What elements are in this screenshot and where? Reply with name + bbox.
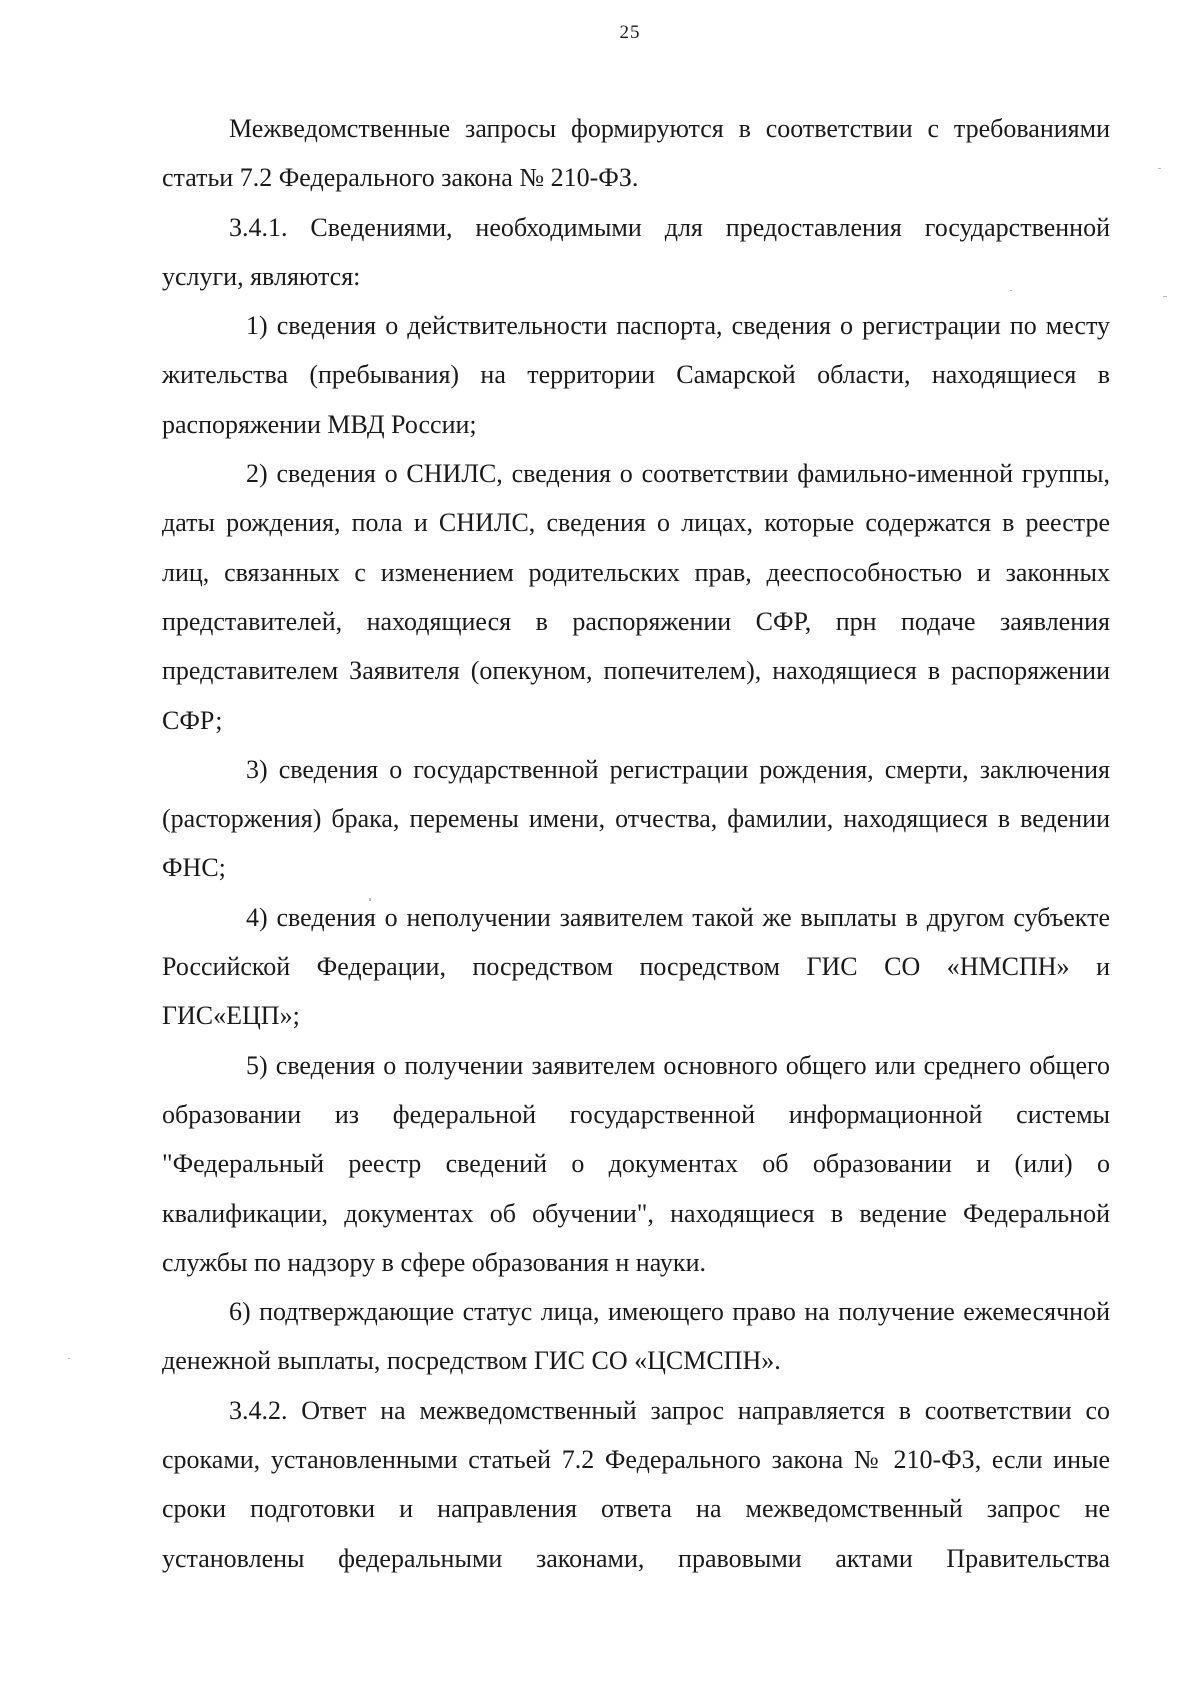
paragraph-interagency-requests: Межведомственные запросы формируются в соответствии с требованиями статьи 7.2 Федерального закона № 210-ФЗ. — [162, 114, 1110, 193]
scan-speck — [1010, 290, 1012, 291]
list-item-4: 4) сведения о неполучении заявителем такой же выплаты в другом субъекте Российской Федерации, посредством посредством ГИС СО «НМСПН» и ГИС«ЕЦП»; — [162, 902, 1110, 1031]
paragraph-3-4-1: 3.4.1. Сведениями, необходимыми для предоставления государственной услуги, являются: — [162, 212, 1110, 291]
scan-speck — [68, 1358, 70, 1359]
list-item-1: 1) сведения о действительности паспорта, сведения о регистрации по месту жительства (пребывания) на территории Самарской области, находящиеся в распоряжении МВД России; — [162, 311, 1110, 439]
scan-speck — [1158, 168, 1161, 169]
list-item-2: 2) сведения о СНИЛС, сведения о соответствии фамильно-именной группы, даты рождения, пола и СНИЛС, сведения о лицах, которые содержатся в реестре лиц, связанных с изменением родительских прав, дееспособностью и законных представителей, находящиеся в распоряжении СФР, прн подаче заявления представителем Заявителя (опекуном, попечителем), находящиеся в распоряжении СФР; — [162, 459, 1110, 735]
list-item-5: 5) сведения о получении заявителем основного общего или среднего общего образовании из федеральной государственной информационной системы "Федеральный реестр сведений о документах об образовании и (или) о квалификации, документах об обучении", находящиеся в ведение Федеральной службы по надзору в сфере образования н науки. — [162, 1050, 1110, 1277]
list-item-6: 6) подтверждающие статус лица, имеющего право на получение ежемесячной денежной выплаты, посредством ГИС СО «ЦСМСПН». — [162, 1297, 1110, 1376]
scan-speck — [369, 898, 371, 901]
list-item-3: 3) сведения о государственной регистрации рождения, смерти, заключения (расторжения) брака, перемены имени, отчества, фамилии, находящиеся в ведении ФНС; — [162, 754, 1110, 883]
paragraph-3-4-2: 3.4.2. Ответ на межведомственный запрос направляется в соответствии со сроками, установленными статьей 7.2 Федерального закона № 210-ФЗ, если иные сроки подготовки и направления ответа на межведомственный запрос не установлены федеральными законами, правовыми актами Правительства — [162, 1395, 1110, 1573]
page-number: 25 — [619, 22, 641, 43]
scan-speck — [1163, 296, 1167, 297]
document-body — [162, 104, 1110, 1583]
